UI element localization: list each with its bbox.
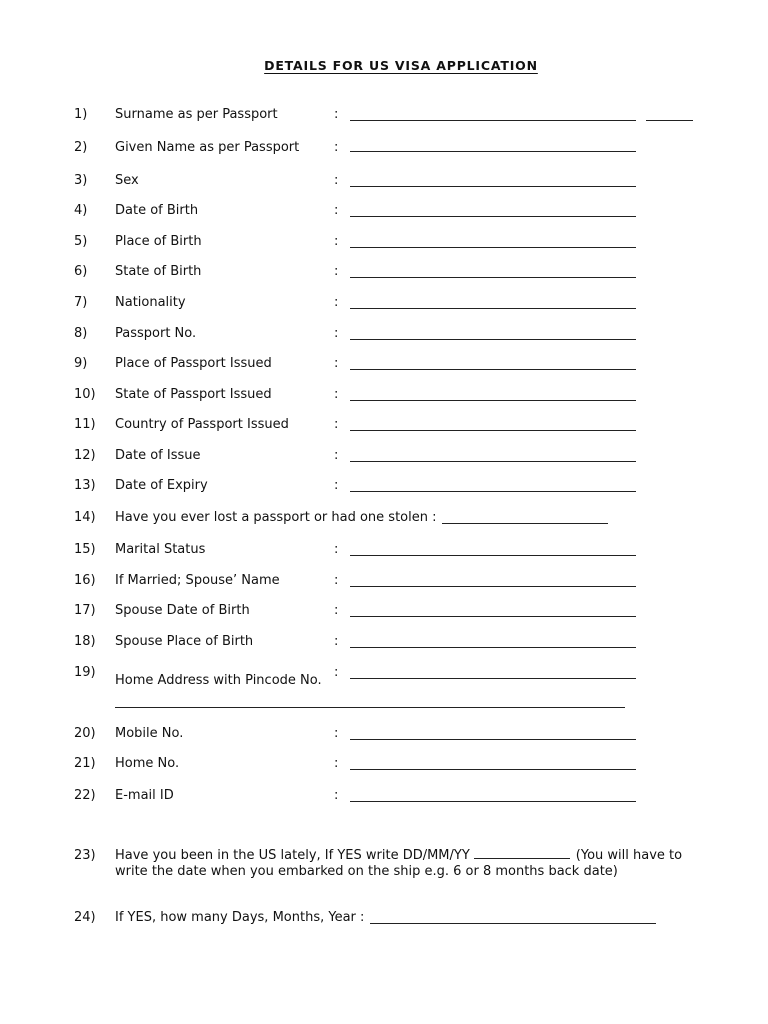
item-number: 12): [74, 448, 96, 463]
item-number: 16): [74, 573, 96, 588]
form-row-home-address-continued: [0, 707, 768, 711]
field-label: Date of Birth: [115, 203, 199, 218]
field-colon: :: [334, 140, 339, 155]
field-label: Home No.: [115, 756, 180, 771]
field-label: State of Passport Issued: [115, 387, 272, 402]
item-number: 14): [74, 510, 96, 525]
form-row-state-of-passport-issued: [0, 387, 768, 407]
item-number: 2): [74, 140, 88, 155]
home-address-blank[interactable]: [350, 678, 636, 679]
place-of-birth-blank[interactable]: [350, 247, 636, 248]
date-of-expiry-blank[interactable]: [350, 491, 636, 492]
us-visit-text-before: Have you been in the US lately, If YES write DD/MM/YY: [115, 848, 470, 863]
field-colon: :: [334, 665, 339, 680]
us-visit-question: [115, 848, 715, 880]
field-colon: :: [334, 478, 339, 493]
field-colon: :: [334, 788, 339, 803]
field-colon: :: [334, 387, 339, 402]
field-colon: :: [334, 203, 339, 218]
form-row-duration: [0, 910, 768, 930]
item-number: 9): [74, 356, 88, 371]
us-visit-date-blank[interactable]: [474, 858, 570, 859]
item-number: 24): [74, 910, 96, 925]
form-row-passport-no: [0, 326, 768, 346]
email-id-blank[interactable]: [350, 801, 636, 802]
country-of-passport-issued-blank[interactable]: [350, 430, 636, 431]
field-colon: :: [334, 573, 339, 588]
mobile-no-blank[interactable]: [350, 739, 636, 740]
lost-passport-blank[interactable]: [442, 523, 608, 524]
form-row-place-of-passport-issued: [0, 356, 768, 376]
field-colon: :: [334, 542, 339, 557]
form-row-lost-passport: [0, 510, 768, 530]
field-colon: :: [334, 107, 339, 122]
item-number: 11): [74, 417, 96, 432]
form-row-country-of-passport-issued: [0, 417, 768, 437]
field-label: Surname as per Passport: [115, 107, 278, 122]
field-colon: :: [334, 234, 339, 249]
item-number: 3): [74, 173, 88, 188]
field-label: Date of Expiry: [115, 478, 208, 493]
passport-no-blank[interactable]: [350, 339, 636, 340]
place-of-passport-issued-blank[interactable]: [350, 369, 636, 370]
given-name-blank[interactable]: [350, 151, 636, 152]
field-label: Marital Status: [115, 542, 206, 557]
field-label: Place of Passport Issued: [115, 356, 272, 371]
field-colon: :: [334, 264, 339, 279]
form-row-nationality: [0, 295, 768, 315]
item-number: 8): [74, 326, 88, 341]
field-label: Country of Passport Issued: [115, 417, 289, 432]
field-label: If YES, how many Days, Months, Year :: [115, 910, 365, 925]
nationality-blank[interactable]: [350, 308, 636, 309]
field-colon: :: [334, 173, 339, 188]
surname-blank[interactable]: [350, 120, 636, 121]
field-label: Home Address with Pincode No.: [115, 673, 322, 688]
item-number: 20): [74, 726, 96, 741]
field-label: Passport No.: [115, 326, 197, 341]
form-row-place-of-birth: [0, 234, 768, 254]
us-visit-text-after: (You will have to write the date when you embarked on the ship e.g. 6 or 8 months back date): [115, 848, 683, 879]
form-row-date-of-expiry: [0, 478, 768, 498]
field-label: Nationality: [115, 295, 186, 310]
spouse-place-of-birth-blank[interactable]: [350, 647, 636, 648]
home-address-second-line-blank[interactable]: [115, 707, 625, 708]
item-number: 15): [74, 542, 96, 557]
form-row-home-address: [0, 665, 768, 695]
form-row-home-no: [0, 756, 768, 776]
field-label: Sex: [115, 173, 139, 188]
spouse-date-of-birth-blank[interactable]: [350, 616, 636, 617]
form-row-sex: [0, 173, 768, 193]
form-row-marital-status: [0, 542, 768, 562]
sex-blank[interactable]: [350, 186, 636, 187]
surname-extra-blank[interactable]: [646, 120, 693, 121]
date-of-issue-blank[interactable]: [350, 461, 636, 462]
form-row-us-visit: [0, 848, 768, 884]
item-number: 10): [74, 387, 96, 402]
item-number: 22): [74, 788, 96, 803]
field-colon: :: [334, 326, 339, 341]
spouse-name-blank[interactable]: [350, 586, 636, 587]
field-label: E-mail ID: [115, 788, 174, 803]
form-row-spouse-place-of-birth: [0, 634, 768, 654]
form-row-given-name: [0, 140, 768, 160]
item-number: 17): [74, 603, 96, 618]
item-number: 5): [74, 234, 88, 249]
field-colon: :: [334, 726, 339, 741]
field-colon: :: [334, 448, 339, 463]
field-label: Have you ever lost a passport or had one stolen :: [115, 510, 437, 525]
item-number: 21): [74, 756, 96, 771]
item-number: 6): [74, 264, 88, 279]
field-colon: :: [334, 634, 339, 649]
state-of-passport-issued-blank[interactable]: [350, 400, 636, 401]
marital-status-blank[interactable]: [350, 555, 636, 556]
field-label: State of Birth: [115, 264, 202, 279]
form-row-state-of-birth: [0, 264, 768, 284]
field-label: Mobile No.: [115, 726, 184, 741]
field-label: Date of Issue: [115, 448, 201, 463]
field-colon: :: [334, 417, 339, 432]
field-label: Spouse Place of Birth: [115, 634, 254, 649]
form-row-surname: [0, 107, 768, 127]
field-label: If Married; Spouse’ Name: [115, 573, 280, 588]
field-colon: :: [334, 756, 339, 771]
field-colon: :: [334, 603, 339, 618]
field-label: Place of Birth: [115, 234, 202, 249]
field-label: Given Name as per Passport: [115, 140, 300, 155]
field-label: Spouse Date of Birth: [115, 603, 250, 618]
form-row-spouse-name: [0, 573, 768, 593]
state-of-birth-blank[interactable]: [350, 277, 636, 278]
form-row-mobile-no: [0, 726, 768, 746]
field-colon: :: [334, 356, 339, 371]
form-row-date-of-issue: [0, 448, 768, 468]
date-of-birth-blank[interactable]: [350, 216, 636, 217]
duration-blank[interactable]: [370, 923, 656, 924]
item-number: 4): [74, 203, 88, 218]
field-colon: :: [334, 295, 339, 310]
item-number: 23): [74, 848, 96, 863]
item-number: 18): [74, 634, 96, 649]
item-number: 19): [74, 665, 96, 680]
form-row-spouse-date-of-birth: [0, 603, 768, 623]
home-no-blank[interactable]: [350, 769, 636, 770]
item-number: 1): [74, 107, 88, 122]
item-number: 7): [74, 295, 88, 310]
item-number: 13): [74, 478, 96, 493]
form-row-date-of-birth: [0, 203, 768, 223]
form-title: DETAILS FOR US VISA APPLICATION: [264, 58, 538, 73]
form-row-email-id: [0, 788, 768, 808]
